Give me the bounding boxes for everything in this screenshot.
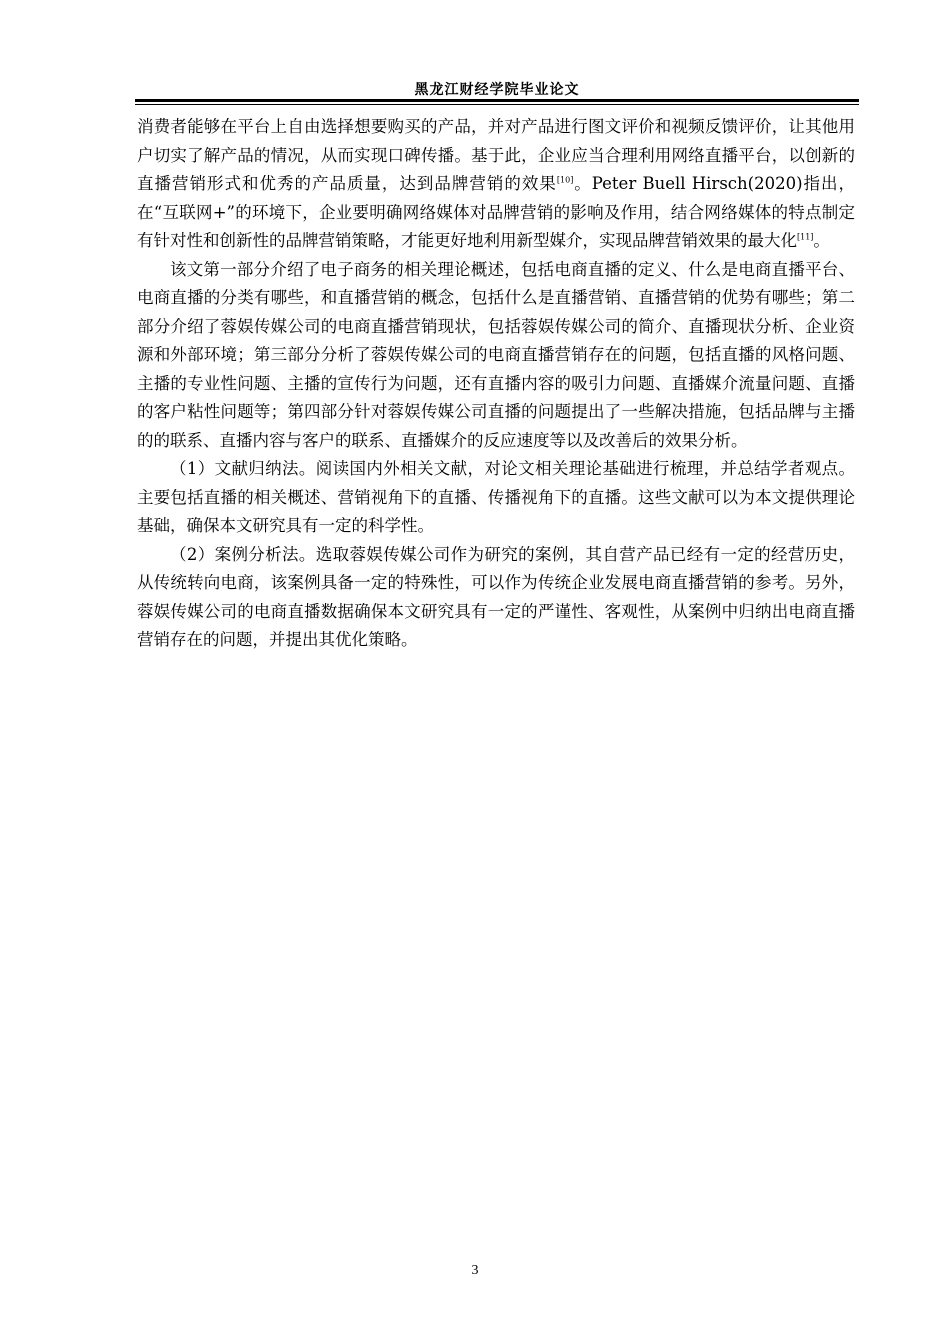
header-rule-thick xyxy=(135,99,859,102)
paragraph-1-text-c: 。 xyxy=(813,231,830,250)
paragraph-1-text-a: 消费者能够在平台上自由选择想要购买的产品，并对产品进行图文评价和视频反馈评价，让其他用户切实了解产品的情况，从而实现口碑传播。基于此，企业应当合理利用网络直播平台，以创新的直播营销形式和优秀的产品质量，达到品牌营销的效果 xyxy=(137,117,855,193)
body-text xyxy=(137,113,855,655)
running-header: 黑龙江财经学院毕业论文 xyxy=(414,82,580,98)
paragraph-3: （1）文献归纳法。阅读国内外相关文献，对论文相关理论基础进行梳理，并总结学者观点。主要包括直播的相关概述、营销视角下的直播、传播视角下的直播。这些文献可以为本文提供理论基础，确保本文研究具有一定的科学性。 xyxy=(137,459,855,535)
paragraph-1 xyxy=(137,113,855,256)
citation-10: [10] xyxy=(556,175,574,185)
citation-11: [11] xyxy=(797,232,814,242)
paragraph-2: 该文第一部分介绍了电子商务的相关理论概述，包括电商直播的定义、什么是电商直播平台、电商直播的分类有哪些，和直播营销的概念，包括什么是直播营销、直播营销的优势有哪些；第二部分介绍了蓉娱传媒公司的电商直播营销现状，包括蓉娱传媒公司的简介、直播现状分析、企业资源和外部环境；第三部分分析了蓉娱传媒公司的电商直播营销存在的问题，包括直播的风格问题、主播的专业性问题、主播的宣传行为问题，还有直播内容的吸引力问题、直播媒介流量问题、直播的客户粘性问题等；第四部分针对蓉娱传媒公司直播的问题提出了一些解决措施，包括品牌与主播的的联系、直播内容与客户的联系、直播媒介的反应速度等以及改善后的效果分析。 xyxy=(137,259,855,450)
header-rule-thin xyxy=(135,104,859,105)
paragraph-1-text-b: 。Peter Buell Hirsch(2020)指出，在“互联网+”的环境下，企业要明确网络媒体对品牌营销的影响及作用，结合网络媒体的特点制定有针对性和创新性的品牌营销策略，才能更好地利用新型媒介，实现品牌营销效果的最大化 xyxy=(137,174,856,250)
paragraph-4: （2）案例分析法。选取蓉娱传媒公司作为研究的案例，其自营产品已经有一定的经营历史，从传统转向电商，该案例具备一定的特殊性，可以作为传统企业发展电商直播营销的参考。另外，蓉娱传媒公司的电商直播数据确保本文研究具有一定的严谨性、客观性，从案例中归纳出电商直播营销存在的问题，并提出其优化策略。 xyxy=(137,544,855,649)
page-number: 3 xyxy=(471,1263,479,1278)
